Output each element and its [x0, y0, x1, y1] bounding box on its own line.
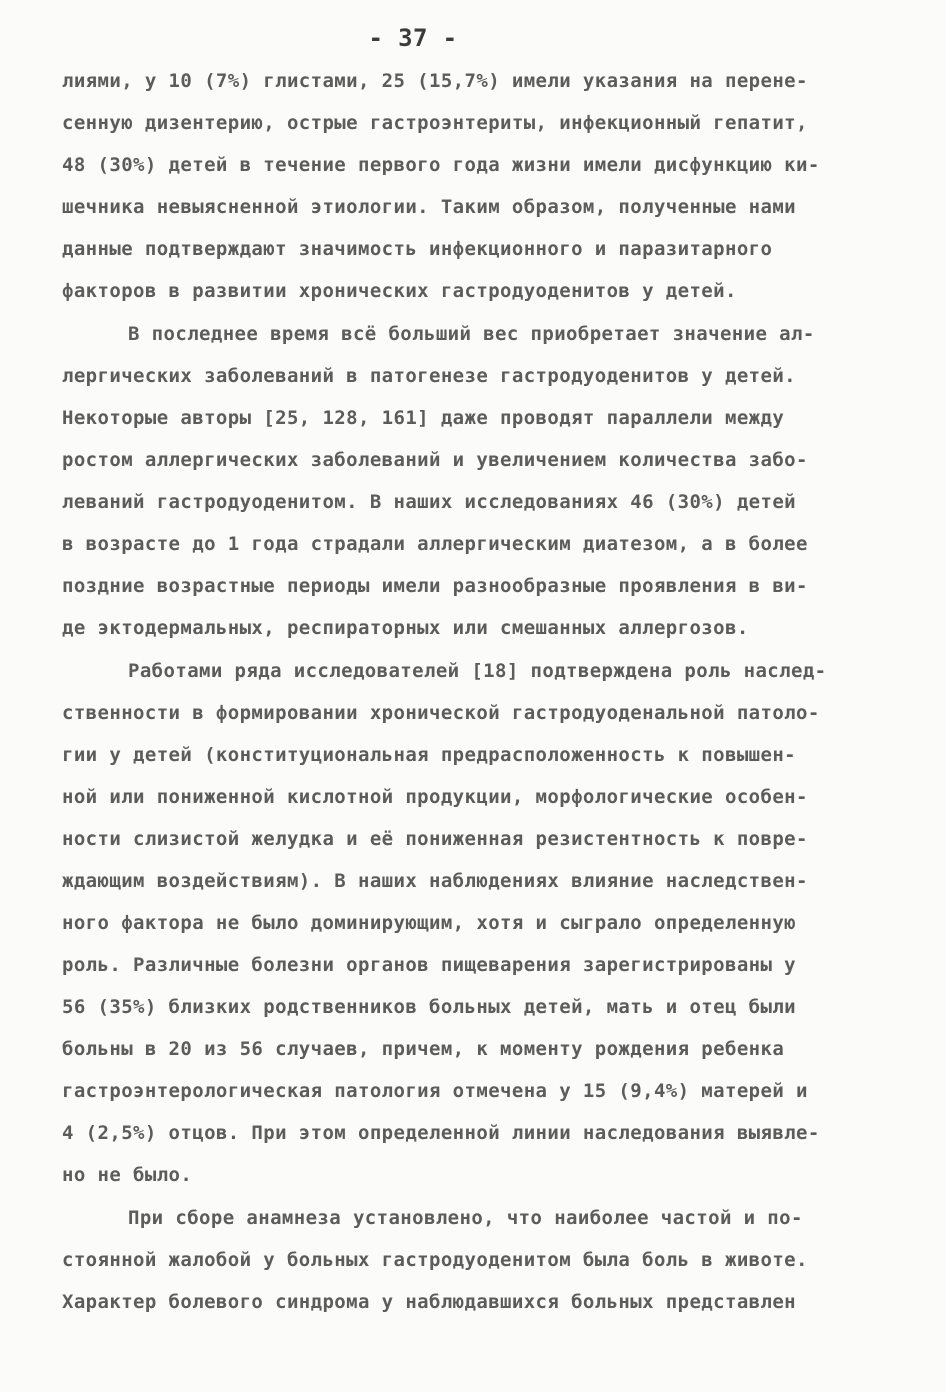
page-number: - 37 -: [368, 24, 458, 52]
text-line: 4 (2,5%) отцов. При этом определенной линии наследования выявле-: [62, 1122, 820, 1144]
text-line: леваний гастродуоденитом. В наших исследованиях 46 (30%) детей: [62, 491, 797, 513]
text-line: гии у детей (конституциональная предрасположенность к повышен-: [62, 744, 797, 766]
text-line: де эктодермальных, респираторных или смешанных аллергозов.: [62, 617, 749, 639]
text-line: ного фактора не было доминирующим, хотя и сыграло определенную: [62, 912, 797, 934]
text-line: в возрасте до 1 года страдали аллергическим диатезом, а в более: [62, 533, 808, 555]
text-line: Характер болевого синдрома у наблюдавшихся больных представлен: [62, 1291, 797, 1313]
text-line: ственности в формировании хронической гастродуоденальной патоло-: [62, 702, 820, 724]
text-line: стоянной жалобой у больных гастродуоденитом была боль в животе.: [62, 1249, 808, 1271]
text-line: ждающим воздействиям). В наших наблюдениях влияние наследствен-: [62, 870, 808, 892]
text-line: лергических заболеваний в патогенезе гастродуоденитов у детей.: [62, 365, 797, 387]
text-line: Некоторые авторы [25, 128, 161] даже проводят параллели между: [62, 407, 785, 429]
text-line: но не было.: [62, 1164, 193, 1186]
text-line: шечника невыясненной этиологии. Таким образом, полученные нами: [62, 196, 797, 218]
text-line: ности слизистой желудка и её пониженная резистентность к повре-: [62, 828, 808, 850]
text-line: Работами ряда исследователей [18] подтверждена роль наслед-: [128, 660, 827, 682]
text-line: роль. Различные болезни органов пищеварения зарегистрированы у: [62, 954, 797, 976]
text-line: 48 (30%) детей в течение первого года жизни имели дисфункцию ки-: [62, 154, 820, 176]
text-line: поздние возрастные периоды имели разнообразные проявления в ви-: [62, 575, 808, 597]
text-line: ной или пониженной кислотной продукции, морфологические особен-: [62, 786, 808, 808]
text-line: При сборе анамнеза установлено, что наиболее частой и по-: [128, 1207, 803, 1229]
text-line: факторов в развитии хронических гастродуоденитов у детей.: [62, 280, 737, 302]
text-line: 56 (35%) близких родственников больных детей, мать и отец были: [62, 996, 797, 1018]
text-line: В последнее время всё больший вес приобретает значение ал-: [128, 323, 815, 345]
text-line: данные подтверждают значимость инфекционного и паразитарного: [62, 238, 773, 260]
text-line: ростом аллергических заболеваний и увеличением количества забо-: [62, 449, 808, 471]
text-line: гастроэнтерологическая патология отмечена у 15 (9,4%) матерей и: [62, 1080, 808, 1102]
text-line: сенную дизентерию, острые гастроэнтериты, инфекционный гепатит,: [62, 112, 808, 134]
text-line: лиями, у 10 (7%) глистами, 25 (15,7%) имели указания на перене-: [62, 70, 808, 92]
text-line: больны в 20 из 56 случаев, причем, к моменту рождения ребенка: [62, 1038, 785, 1060]
